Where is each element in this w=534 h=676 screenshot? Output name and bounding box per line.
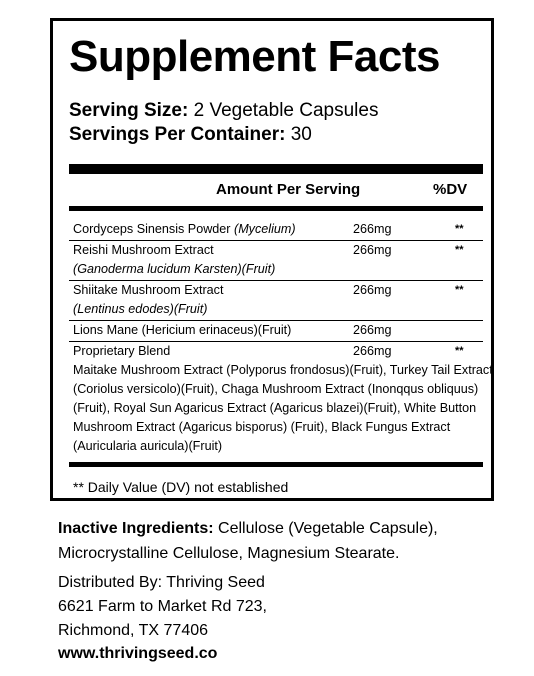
- inactive-ingredients-line1: [58, 521, 438, 537]
- ingredient-name: Shiitake Mushroom Extract: [73, 283, 224, 297]
- ingredient-name: Cordyceps Sinensis Powder (Mycelium): [73, 222, 296, 236]
- ingredient-amount: 266mg: [353, 344, 392, 358]
- ingredient-name: Reishi Mushroom Extract: [73, 243, 214, 257]
- ingredient-amount: 266mg: [353, 283, 392, 297]
- ingredient-amount: 266mg: [353, 222, 392, 236]
- ingredient-source: (Lentinus edodes)(Fruit): [73, 302, 208, 316]
- supplement-facts-panel: [50, 18, 494, 501]
- ingredient-dv: **: [455, 345, 464, 357]
- address-line1: 6621 Farm to Market Rd 723,: [58, 598, 267, 615]
- table-row: [69, 321, 483, 340]
- inactive-ingredients-value: Cellulose (Vegetable Capsule),: [218, 520, 438, 537]
- address-line2: Richmond, TX 77406: [58, 622, 209, 639]
- servings-per-container: [69, 125, 312, 144]
- blend-contents: Maitake Mushroom Extract (Polyporus frondosus)(Fruit), Turkey Tail Extract (Coriolus versicolo)(Fruit), Chaga Mushroom Extract (Inonqqus obliquus)(Fruit), Royal Sun Agaricus Extract (Agaricus blazei)(Fruit), White Button Mushroom Extract (Agaricus bisporus) (Fruit), Black Fungus Extract (Auricularia auricula)(Fruit): [73, 363, 493, 453]
- serving-size-value: 2 Vegetable Capsules: [193, 100, 379, 121]
- amount-per-serving-header: Amount Per Serving: [216, 181, 361, 198]
- bottom-divider: [69, 462, 483, 467]
- servings-per-container-value: 30: [290, 124, 312, 145]
- serving-size: [69, 101, 378, 120]
- dv-header: %DV: [433, 181, 468, 198]
- ingredient-amount: 266mg: [353, 243, 392, 257]
- medium-divider: [69, 206, 483, 211]
- thick-divider: [69, 164, 483, 174]
- table-row: [69, 281, 483, 319]
- website-link[interactable]: www.thrivingseed.co: [58, 645, 218, 662]
- inactive-ingredients-line2: Microcrystalline Cellulose, Magnesium Stearate.: [58, 545, 400, 562]
- ingredient-source: (Ganoderma lucidum Karsten)(Fruit): [73, 262, 276, 276]
- distributor-line: Distributed By: Thriving Seed: [58, 574, 265, 591]
- table-row: [69, 220, 483, 239]
- ingredient-name: Lions Mane (Hericium erinaceus)(Fruit): [73, 323, 292, 337]
- servings-per-container-label: Servings Per Container:: [69, 124, 286, 145]
- serving-size-label: Serving Size:: [69, 100, 189, 121]
- panel-title: Supplement Facts: [69, 32, 440, 81]
- ingredient-dv: **: [455, 244, 464, 256]
- dv-footnote: ** Daily Value (DV) not established: [73, 479, 289, 495]
- ingredient-amount: 266mg: [353, 323, 392, 337]
- table-row: [69, 342, 483, 361]
- table-row: [69, 241, 483, 279]
- ingredient-dv: **: [455, 223, 464, 235]
- inactive-ingredients-label: Inactive Ingredients:: [58, 520, 214, 537]
- ingredient-dv: **: [455, 284, 464, 296]
- ingredient-name: Proprietary Blend: [73, 344, 171, 358]
